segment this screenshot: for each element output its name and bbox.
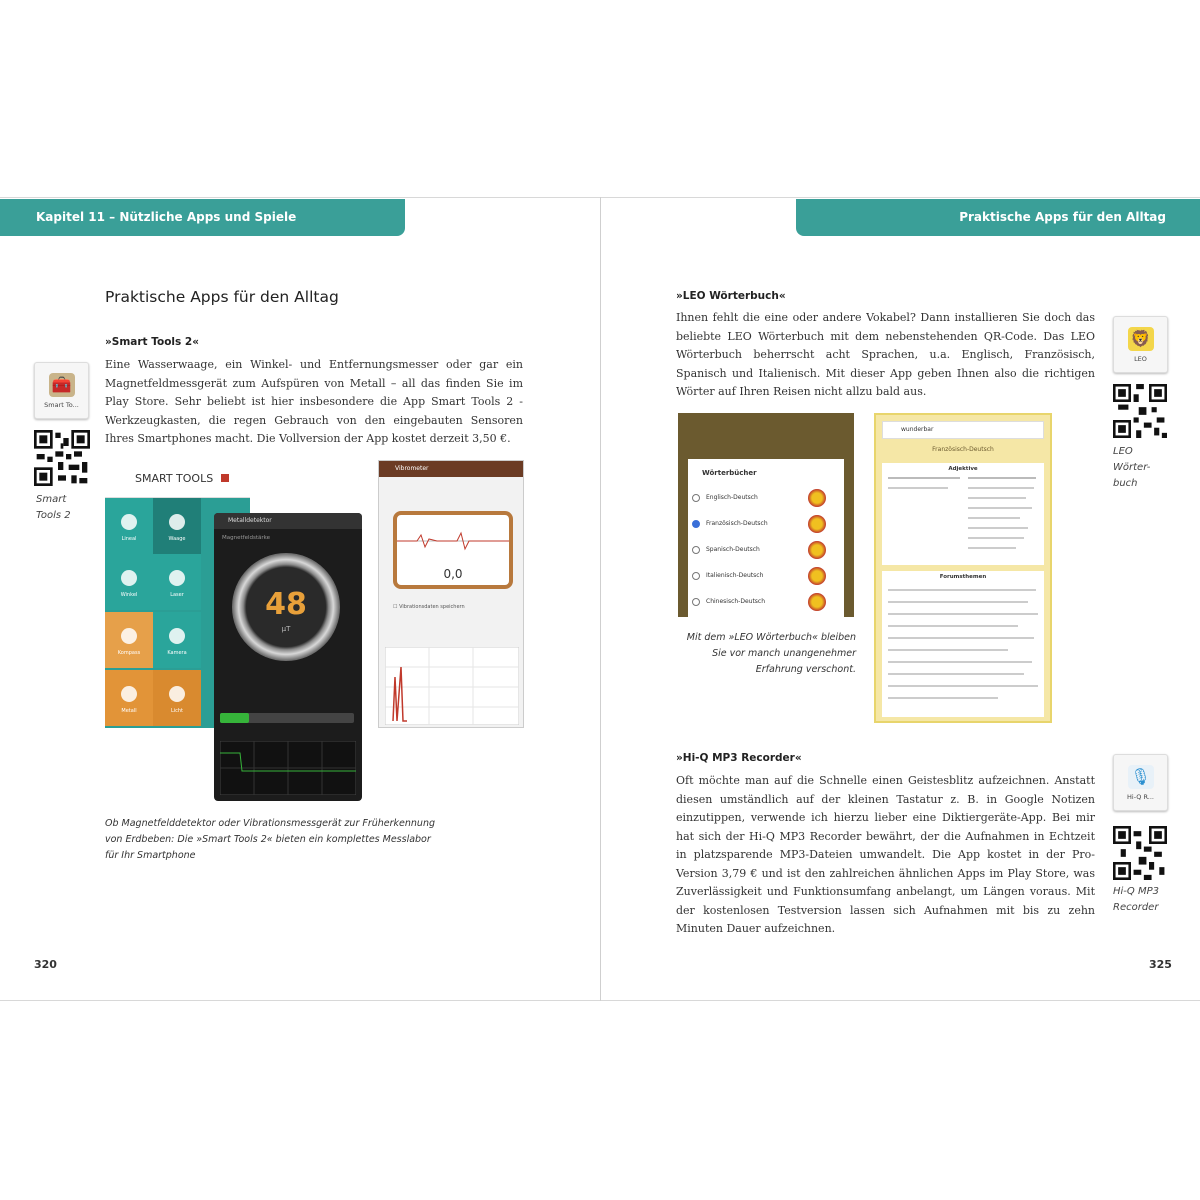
metal-detector-screenshot [214, 513, 362, 801]
leo-search-input[interactable]: wunderbar [882, 421, 1044, 439]
smart-tools-app-icon: 🧰 Smart To... [34, 362, 89, 419]
metal-detector-dial: 48 µT [232, 553, 340, 661]
leo-language-option[interactable]: Italienisch-Deutsch [688, 563, 828, 589]
leo-dialog-title: Wörterbücher [702, 469, 757, 477]
metal-detector-value: 48 [265, 587, 307, 622]
lion-icon: 🦁 [1128, 327, 1154, 351]
field-strength-graph [220, 741, 356, 795]
page-number-right: 325 [1149, 958, 1172, 971]
tile-winkel: Winkel [105, 554, 153, 610]
leo-forum-heading: Forumsthemen [939, 574, 987, 580]
leo-dictionary-selector[interactable]: Französisch-Deutsch [932, 446, 994, 453]
chapter-tab-left: Kapitel 11 – Nützliche Apps und Spiele [0, 199, 405, 236]
tile-licht: Licht [153, 670, 201, 726]
section-heading-leo: »LEO Wörterbuch« [676, 290, 786, 302]
toolbox-icon: 🧰 [49, 373, 75, 397]
metal-detector-header: Metalldetektor [214, 513, 362, 529]
vibration-history-graph [385, 647, 519, 725]
smart-tools-header: SMART TOOLS [105, 460, 250, 498]
field-strength-bar [220, 713, 354, 723]
caption-smart-tools: Ob Magnetfelddetektor oder Vibrationsmessgerät zur Früherkennung von Erdbeben: Die »Smart Tools 2« bieten ein komplettes Messlabor für Ihr Smartphone [105, 818, 435, 861]
side-label-hiq: Hi-Q MP3 Recorder [1113, 886, 1159, 913]
vibrometer-screenshot [378, 460, 524, 728]
page-gutter [600, 197, 601, 1001]
page-title: Praktische Apps für den Alltag [105, 288, 339, 306]
tile-waage: Waage [153, 498, 201, 554]
smart-tools-qr-code [34, 430, 90, 486]
leo-forum-panel [882, 571, 1044, 717]
vibrometer-header: Vibrometer [379, 461, 524, 477]
tile-kompass: Kompass [105, 612, 153, 668]
paragraph-smart-tools: Eine Wasserwaage, ein Winkel- und Entfernungsmesser oder gar ein Magnetfeldmessgerät zum Aufspüren von Metall – all das finden Sie im Play Store. Sehr beliebt ist hier insbesondere die App Smart Tools 2 - Werkzeugkasten, die regen Gebrauch von den eingebauten Sensoren Ihres Smartphones macht. Die Vollversion der App kostet derzeit 3,50 €. [105, 358, 523, 445]
vibration-checkbox[interactable]: ☐ Vibrationsdaten speichern [393, 604, 465, 610]
page-number-left: 320 [34, 958, 57, 971]
leo-language-option[interactable]: Chinesisch-Deutsch [688, 589, 828, 615]
vibration-value: 0,0 [443, 567, 463, 581]
side-label-smart-tools: Smart Tools 2 [36, 494, 71, 521]
leo-language-option[interactable]: Französisch-Deutsch [688, 511, 828, 537]
leo-app-icon: 🦁 LEO [1113, 316, 1168, 373]
side-label-leo: LEO Wörter- buch [1113, 446, 1151, 489]
paragraph-leo: Ihnen fehlt die eine oder andere Vokabel? Dann installieren Sie doch das beliebte LEO Wörterbuch mit dem nebenstehenden QR-Code. Das LEO Wörterbuch beherrscht acht Sprachen, u.a. Englisch, Französisch, Spanisch und Italienisch. Mit dieser App geben Ihnen also die richtigen Wörter auf Ihren Reisen nicht allzu bald aus. [676, 311, 1095, 398]
paragraph-hiq: Oft möchte man auf die Schnelle einen Geistesblitz aufzeichnen. Anstatt diesen umständlich auf der kleinen Tastatur z. B. in Google Notizen einzutippen, verwende ich hierzu lieber eine Diktiergeräte-App. Bei mir hat sich der Hi-Q MP3 Recorder bewährt, der die Aufnahmen in Echtzeit in platzsparende MP3-Dateien umwandelt. Die App kostet in der Pro-Version 3,79 € und ist den zahlreichen ähnlichen Apps im Play Store, was Zuverlässigkeit und Funktionsumfang anbelangt, um Längen voraus. Mit der kostenlosen Testversion lassen sich Aufnahmen mit bis zu zehn Minuten Dauer aufzeichnen. [676, 774, 1095, 935]
chapter-tab-right: Praktische Apps für den Alltag [796, 199, 1200, 236]
section-heading-hiq: »Hi-Q MP3 Recorder« [676, 752, 802, 764]
vibrometer-display [393, 511, 513, 589]
leo-language-option[interactable]: Spanisch-Deutsch [688, 537, 828, 563]
hiq-app-icon: 🎙 Hi-Q R... [1113, 754, 1168, 811]
tile-laser: Laser [153, 554, 201, 610]
caption-leo: Mit dem »LEO Wörterbuch« bleiben Sie vor manch unangenehmer Erfahrung verschont. [686, 632, 856, 675]
leo-dictionary-result-screenshot [874, 413, 1052, 723]
leo-qr-code [1113, 384, 1167, 438]
vibration-waveform [397, 521, 509, 561]
tile-lineal: Lineal [105, 498, 153, 554]
leo-result-table [882, 463, 1044, 565]
leo-language-option[interactable]: Englisch-Deutsch [688, 485, 828, 511]
tile-metall: Metall [105, 670, 153, 726]
tile-kamera: Kamera [153, 612, 201, 668]
hiq-qr-code [1113, 826, 1167, 880]
microphone-icon: 🎙 [1128, 765, 1154, 789]
leo-dictionary-dialog-screenshot [678, 413, 854, 617]
leo-result-heading: Adjektive [948, 466, 978, 472]
section-heading-smart-tools: »Smart Tools 2« [105, 336, 200, 348]
metal-detector-subheader: Magnetfeldstärke [222, 535, 270, 541]
